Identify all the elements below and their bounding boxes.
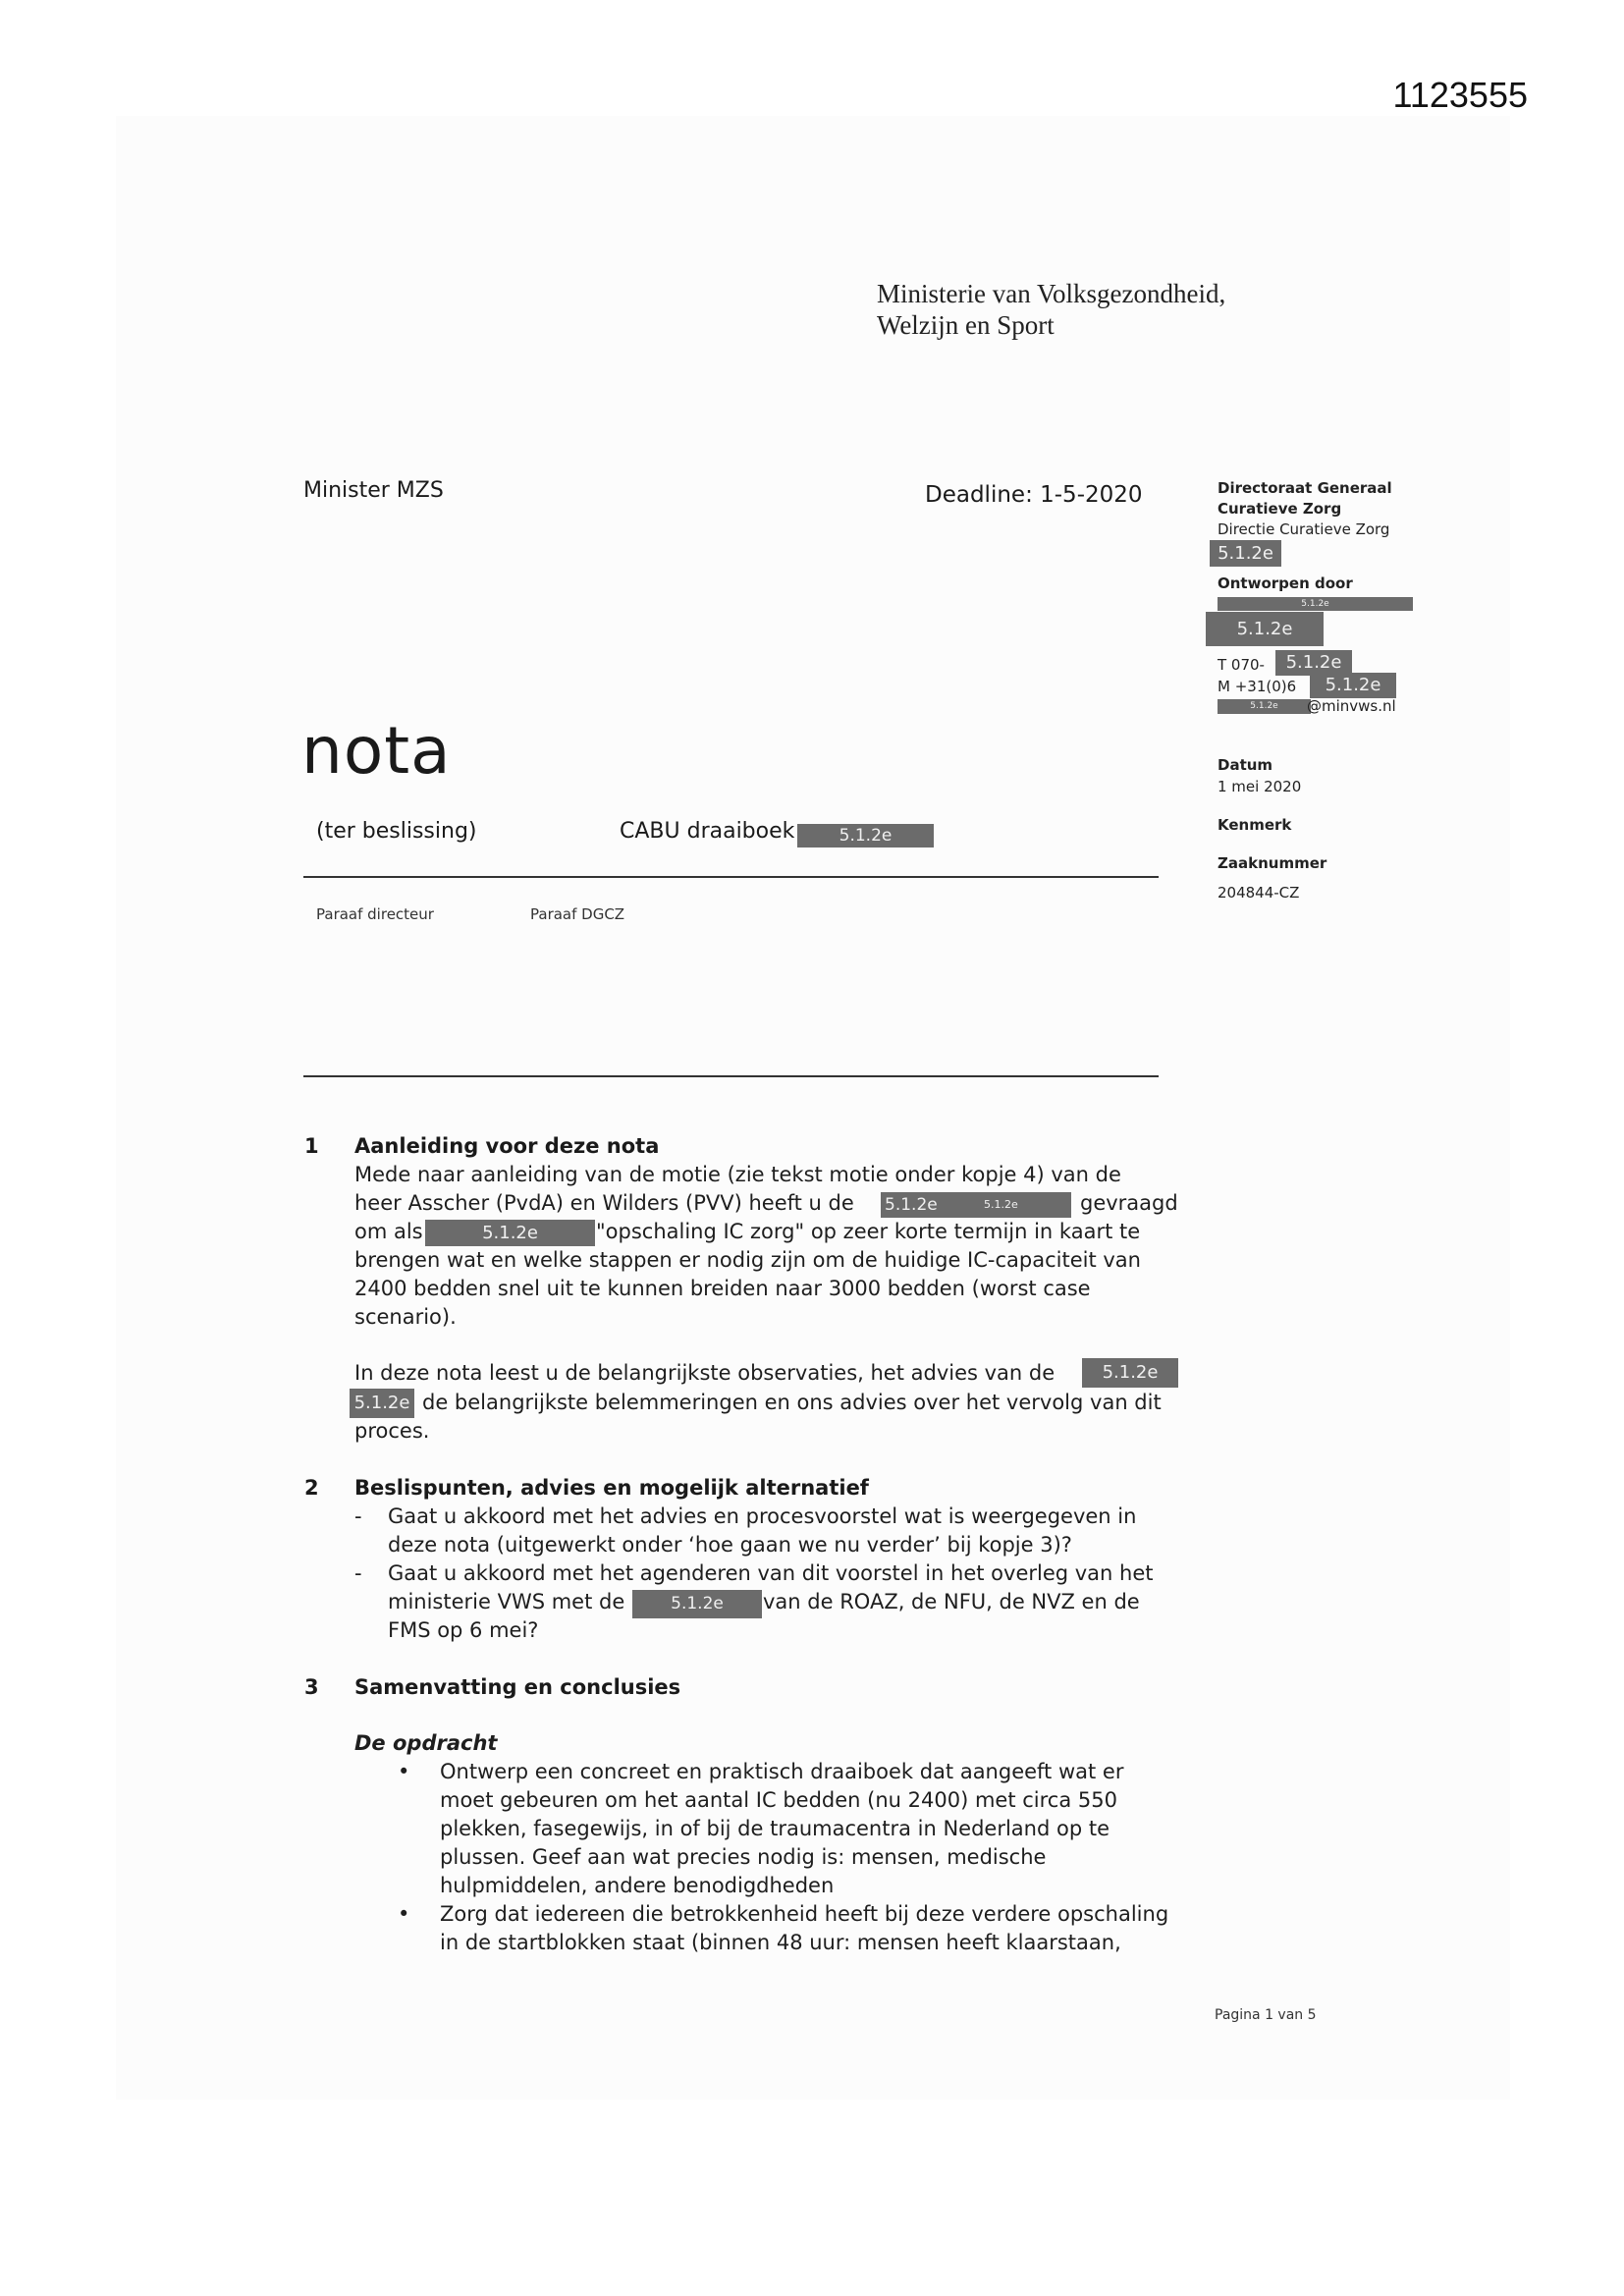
sidebar-phone: T 070- xyxy=(1218,656,1265,674)
body-line: heer Asscher (PvdA) en Wilders (PVV) heeft u de xyxy=(354,1191,854,1215)
redaction-code: 5.1.2e xyxy=(885,1195,938,1215)
redaction-code: 5.1.2e xyxy=(984,1198,1018,1211)
addressee: Minister MZS xyxy=(303,478,444,503)
section-number: 1 xyxy=(304,1134,319,1158)
redaction-block: 5.1.2e xyxy=(1210,540,1281,567)
sidebar-case-value: 204844-CZ xyxy=(1218,884,1300,902)
redaction-block xyxy=(881,1192,1071,1218)
sidebar-designed-by: Ontworpen door xyxy=(1218,574,1353,592)
body-line: scenario). xyxy=(354,1305,457,1329)
redaction-block: 5.1.2e xyxy=(632,1590,762,1618)
logo-line-1: Ministerie van Volksgezondheid, xyxy=(877,279,1226,308)
redaction-block: 5.1.2e xyxy=(797,824,934,847)
list-item-line: moet gebeuren om het aantal IC bedden (nu 2400) met circa 550 xyxy=(440,1788,1117,1812)
list-item-line: Ontwerp een concreet en praktisch draaiboek dat aangeeft wat er xyxy=(440,1760,1124,1783)
list-item-line: FMS op 6 mei? xyxy=(388,1618,539,1642)
body-line: om als xyxy=(354,1220,423,1243)
redaction-block: 5.1.2e xyxy=(1082,1358,1178,1388)
sidebar-date-value: 1 mei 2020 xyxy=(1218,778,1302,795)
section-heading: Aanleiding voor deze nota xyxy=(354,1134,660,1158)
body-line: "opschaling IC zorg" op zeer korte termijn in kaart te xyxy=(596,1220,1141,1243)
list-item-line: deze nota (uitgewerkt onder ‘hoe gaan we nu verder’ bij kopje 3)? xyxy=(388,1533,1072,1557)
sidebar-mobile: M +31(0)6 xyxy=(1218,678,1297,695)
document-title: nota xyxy=(301,713,452,789)
subheading: De opdracht xyxy=(354,1731,498,1755)
redaction-block: 5.1.2e xyxy=(1218,597,1413,611)
sidebar-org-line2: Curatieve Zorg xyxy=(1218,500,1342,518)
body-line: Mede naar aanleiding van de motie (zie tekst motie onder kopje 4) van de xyxy=(354,1163,1121,1186)
section-heading: Beslispunten, advies en mogelijk alternatief xyxy=(354,1476,869,1500)
title-divider xyxy=(303,876,1159,878)
document-subject: CABU draaiboek xyxy=(620,819,795,844)
paraaf-directeur: Paraaf directeur xyxy=(316,905,434,923)
section-heading: Samenvatting en conclusies xyxy=(354,1675,681,1699)
dash-marker: - xyxy=(354,1504,362,1528)
list-item-line: Gaat u akkoord met het advies en procesvoorstel wat is weergegeven in xyxy=(388,1504,1137,1528)
body-line: gevraagd xyxy=(1080,1191,1178,1215)
list-item-line: plekken, fasegewijs, in of bij de traumacentra in Nederland op te xyxy=(440,1817,1110,1840)
document-subtitle: (ter beslissing) xyxy=(316,819,477,844)
body-line: 2400 bedden snel uit te kunnen breiden naar 3000 bedden (worst case xyxy=(354,1277,1091,1300)
redaction-block: 5.1.2e xyxy=(1218,699,1311,714)
redaction-block: 5.1.2e xyxy=(1206,612,1324,646)
redaction-block: 5.1.2e xyxy=(1275,650,1352,676)
sidebar-directie: Directie Curatieve Zorg xyxy=(1218,520,1390,538)
ministry-logo xyxy=(877,278,1225,341)
sidebar-reference-label: Kenmerk xyxy=(1218,816,1292,834)
logo-line-2: Welzijn en Sport xyxy=(877,310,1055,340)
list-item-line: plussen. Geef aan wat precies nodig is: mensen, medische xyxy=(440,1845,1047,1869)
body-line: de belangrijkste belemmeringen en ons advies over het vervolg van dit xyxy=(422,1391,1162,1414)
document-id: 1123555 xyxy=(1392,75,1528,115)
list-item-line: Gaat u akkoord met het agenderen van dit voorstel in het overleg van het xyxy=(388,1561,1154,1585)
dash-marker: - xyxy=(354,1561,362,1585)
sidebar-org-line1: Directoraat Generaal xyxy=(1218,479,1392,497)
list-item-line: hulpmiddelen, andere benodigdheden xyxy=(440,1874,835,1897)
paraaf-divider xyxy=(303,1075,1159,1077)
sidebar-case-label: Zaaknummer xyxy=(1218,854,1327,872)
paraaf-dgcz: Paraaf DGCZ xyxy=(530,905,625,923)
bullet-icon: • xyxy=(398,1760,410,1783)
redaction-block: 5.1.2e xyxy=(425,1220,595,1246)
list-item-line: van de ROAZ, de NFU, de NVZ en de xyxy=(763,1590,1140,1613)
redaction-block: 5.1.2e xyxy=(350,1389,414,1418)
deadline: Deadline: 1-5-2020 xyxy=(925,482,1143,508)
redaction-block: 5.1.2e xyxy=(1310,673,1396,698)
sidebar-date-label: Datum xyxy=(1218,756,1273,774)
page-number: Pagina 1 van 5 xyxy=(1215,2007,1317,2023)
sidebar-email: @minvws.nl xyxy=(1307,697,1396,715)
section-number: 2 xyxy=(304,1476,319,1500)
body-line: In deze nota leest u de belangrijkste observaties, het advies van de xyxy=(354,1361,1056,1385)
list-item-line: in de startblokken staat (binnen 48 uur: mensen heeft klaarstaan, xyxy=(440,1931,1121,1954)
list-item-line: ministerie VWS met de xyxy=(388,1590,625,1613)
list-item-line: Zorg dat iedereen die betrokkenheid heeft bij deze verdere opschaling xyxy=(440,1902,1169,1926)
bullet-icon: • xyxy=(398,1902,410,1926)
body-line: brengen wat en welke stappen er nodig zijn om de huidige IC-capaciteit van xyxy=(354,1248,1141,1272)
section-number: 3 xyxy=(304,1675,319,1699)
body-line: proces. xyxy=(354,1419,430,1443)
